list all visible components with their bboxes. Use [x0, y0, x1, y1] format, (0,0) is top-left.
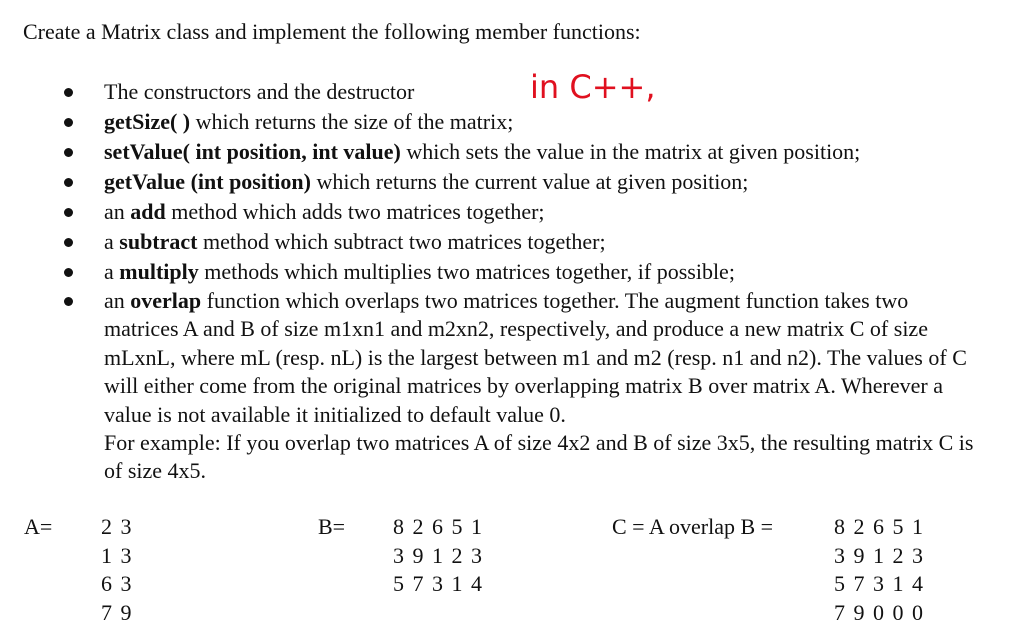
matrix-a-label: A= [24, 514, 53, 539]
list-item: setValue( int position, int value) which sets the value in the matrix at given position; [0, 137, 984, 167]
matrix-b [393, 513, 484, 599]
bullet-icon [64, 178, 73, 187]
matrix-a [101, 513, 133, 627]
list-item: a subtract method which subtract two matrices together; [0, 227, 984, 257]
bullet-icon [64, 118, 73, 127]
matrix-row: 7 9 [101, 599, 133, 625]
matrix-row: 3 9 1 2 3 [393, 542, 484, 568]
list-item: The constructors and the destructor [0, 77, 984, 107]
list-item: getSize( ) which returns the size of the matrix; [0, 107, 984, 137]
matrix-row: 5 7 3 1 4 [393, 571, 484, 597]
member-function-list [0, 77, 1024, 486]
matrix-c-label: C = A overlap B = [612, 514, 774, 539]
bullet-icon [64, 297, 73, 306]
matrix-row: 1 3 [101, 542, 133, 568]
list-item: an add method which adds two matrices together; [0, 197, 984, 227]
matrix-row: 5 7 3 1 4 [834, 571, 925, 597]
matrix-row: 8 2 6 5 1 [393, 514, 484, 539]
matrix-row: 7 9 0 0 0 [834, 599, 925, 625]
overlap-description: an overlap function which overlaps two matrices together. The augment function takes two matrices A and B of size m1xn1 and m2xn2, respectively, and produce a new matrix C of size mLxnL, where mL (resp. nL) is the largest between m1 and m2 (resp. n1 and n2). The values of C will either come from the original matrices by overlapping matrix B over matrix A. Wherever a value is not available it initialized to default value 0. [104, 288, 967, 427]
bullet-icon [64, 238, 73, 247]
handwritten-note-text: in C++, [530, 68, 656, 106]
list-item: getValue (int position) which returns the current value at given position; [0, 167, 984, 197]
matrix-c [834, 513, 925, 627]
matrix-row: 8 2 6 5 1 [834, 514, 925, 539]
overlap-list-item [0, 287, 984, 486]
matrix-row: 2 3 [101, 514, 133, 539]
list-item: a multiply methods which multiplies two matrices together, if possible; [0, 257, 984, 287]
bullet-icon [64, 148, 73, 157]
bullet-icon [64, 208, 73, 217]
matrix-b-label: B= [318, 514, 346, 539]
bullet-icon [64, 268, 73, 277]
overlap-example-text: For example: If you overlap two matrices A of size 4x2 and B of size 3x5, the resulting matrix C is of size 4x5. [104, 430, 974, 484]
matrix-row: 3 9 1 2 3 [834, 542, 925, 568]
bullet-icon [64, 88, 73, 97]
assignment-heading: Create a Matrix class and implement the following member functions: [23, 19, 641, 44]
matrix-row: 6 3 [101, 571, 133, 597]
